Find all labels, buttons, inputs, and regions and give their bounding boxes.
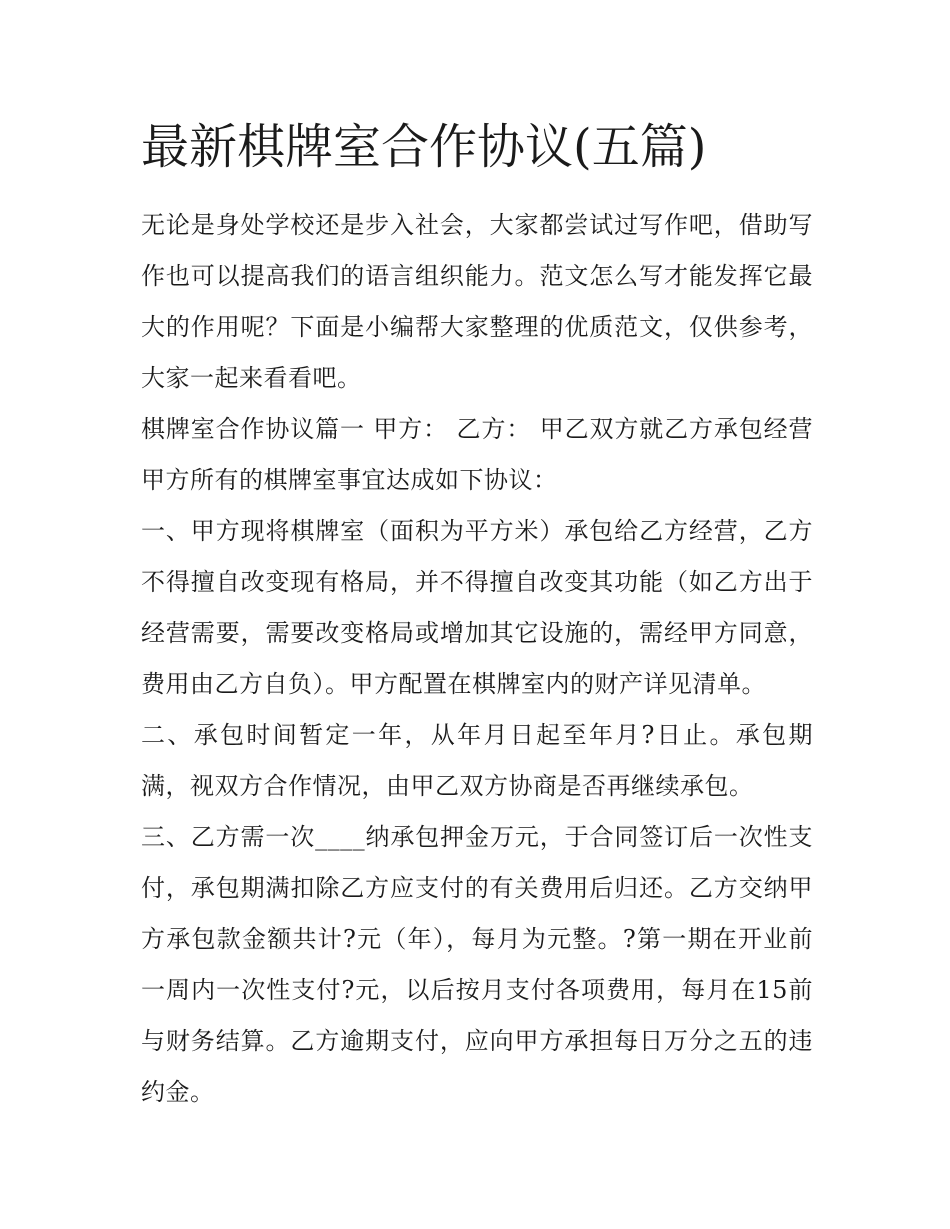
document-body xyxy=(141,200,813,1118)
document-page xyxy=(141,112,813,1118)
paragraph-clause-3: 三、乙方需一次____纳承包押金万元，于合同签订后一次性支付，承包期满扣除乙方应支付的有关费用后归还。乙方交纳甲方承包款金额共计?元（年），每月为元整。?第一期在开业前一周内一次性支付?元，以后按月支付各项费用，每月在15前与财务结算。乙方逾期支付，应向甲方承担每日万分之五的违约金。 xyxy=(141,823,813,1106)
paragraph-agreement-heading: 棋牌室合作协议篇一 甲方： 乙方： 甲乙双方就乙方承包经营甲方所有的棋牌室事宜达成如下协议： xyxy=(141,415,813,494)
paragraph-intro: 无论是身处学校还是步入社会，大家都尝试过写作吧，借助写作也可以提高我们的语言组织能力。范文怎么写才能发挥它最大的作用呢？下面是小编帮大家整理的优质范文，仅供参考，大家一起来看看吧。 xyxy=(141,211,813,392)
paragraph-clause-2: 二、承包时间暂定一年，从年月日起至年月?日止。承包期满，视双方合作情况，由甲乙双方协商是否再继续承包。 xyxy=(141,721,813,800)
paragraph-clause-1: 一、甲方现将棋牌室（面积为平方米）承包给乙方经营，乙方不得擅自改变现有格局，并不得擅自改变其功能（如乙方出于经营需要，需要改变格局或增加其它设施的，需经甲方同意，费用由乙方自负）。甲方配置在棋牌室内的财产详见清单。 xyxy=(141,517,813,698)
document-title: 最新棋牌室合作协议(五篇) xyxy=(141,119,707,175)
